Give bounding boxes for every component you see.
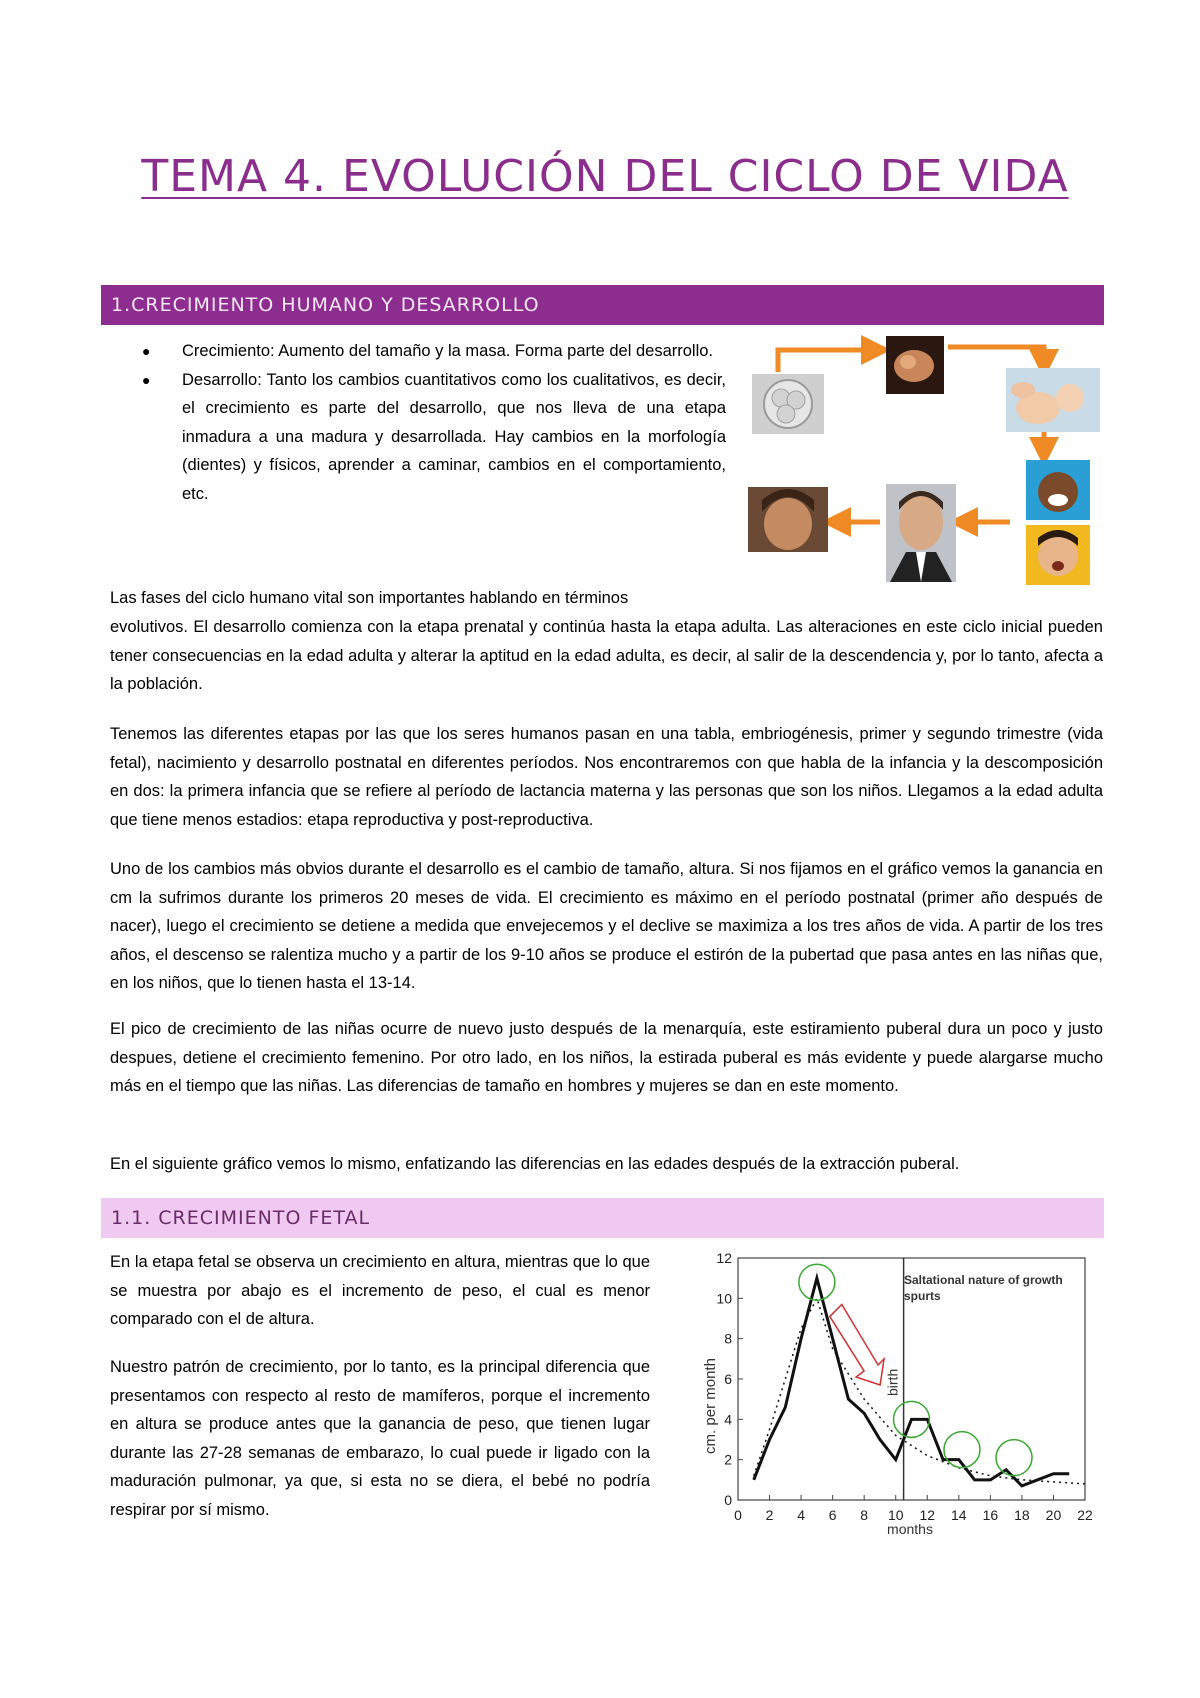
chart-x-tick-label: 8 — [860, 1507, 869, 1523]
paragraph-fases: evolutivos. El desarrollo comienza con la etapa prenatal y continúa hasta la etapa adulta. Las alteraciones en este ciclo inicial pueden tener consecuencias en la edad adulta y alterar la aptitud en la edad adulta, es decir, al salir de la descendencia y, por lo tanto, afecta a la población. — [110, 618, 1103, 693]
chart-annotation-line-2: spurts — [904, 1289, 941, 1303]
paragraph-patron-crecimiento: Nuestro patrón de crecimiento, por lo tanto, es la principal diferencia que presentamos con respecto al resto de mamíferos, porque el incremento en altura se produce antes que la ganancia de peso, que tienen lugar durante las 27-28 semanas de embarazo, lo cual puede ir ligado con la maduración pulmonar, ya que, si esta no se diera, el bebé no podría respirar por sí mismo. — [110, 1358, 650, 1519]
chart-x-tick-label: 14 — [951, 1507, 967, 1523]
section-heading-crecimiento: 1.CRECIMIENTO HUMANO Y DESARROLLO — [101, 285, 1104, 325]
chart-y-tick-label: 12 — [716, 1250, 732, 1266]
chart-y-tick-label: 4 — [724, 1411, 732, 1428]
list-item — [140, 337, 726, 366]
paragraph-grafico: En el siguiente gráfico vemos lo mismo, enfatizando las diferencias en las edades después de la extracción puberal. — [110, 1155, 960, 1173]
chart-x-tick-label: 22 — [1077, 1507, 1093, 1523]
chart-red-arrow-icon — [830, 1304, 884, 1385]
growth-chart — [690, 1246, 1110, 1536]
chart-y-tick-label: 10 — [716, 1290, 732, 1307]
chart-annotation-line-1: Saltational nature of growth — [904, 1273, 1063, 1287]
chart-x-tick-label: 16 — [982, 1507, 999, 1523]
chart-highlight-circle — [996, 1440, 1032, 1476]
chart-y-tick-label: 2 — [724, 1451, 732, 1468]
paragraph-fases-first-line: Las fases del ciclo humano vital son importantes hablando en términos — [110, 589, 629, 607]
chart-x-tick-label: 20 — [1045, 1507, 1062, 1523]
list-item — [140, 366, 726, 509]
chart-series-solid — [754, 1278, 1069, 1486]
paragraph-cambios: Uno de los cambios más obvios durante el desarrollo es el cambio de tamaño, altura. Si nos fijamos en el gráfico vemos la ganancia en cm la sufrimos durante los primeros 20 meses de vida. El crecimiento es máximo en el período postnatal (primer año después de nacer), luego el crecimiento se detiene a medida que envejecemos y el declive se maximiza a los tres años de vida. A partir de los tres años, el descenso se ralentiza mucho y a partir de los 9-10 años se produce el estirón de la pubertad que pasa antes en las niñas que, en los niños, que lo tienen hasta el 13-14. — [110, 860, 1103, 992]
elderly-woman-image — [748, 487, 828, 552]
chart-y-tick-label: 8 — [724, 1330, 732, 1347]
chart-x-tick-label: 12 — [919, 1507, 936, 1523]
bullet-text-desarrollo: Desarrollo: Tanto los cambios cuantitativos como los cualitativos, es decir, el crecimiento es parte del desarrollo, que nos lleva de una etapa inmadura a una madura y desarrollada. Hay cambios en la morfología (dientes) y físicos, aprender a caminar, cambios en el comportamiento, etc. — [182, 370, 726, 503]
embryo-cell-image — [752, 374, 824, 434]
paragraph-pico-crecimiento: El pico de crecimiento de las niñas ocurre de nuevo justo después de la menarquía, este estiramiento puberal dura un poco y justo despues, detiene el crecimiento femenino. Por otro lado, en los niños, la estirada puberal es más evidente y puede alargarse mucho más en el tiempo que las niñas. Las diferencias de tamaño en hombres y mujeres se dan en este momento. — [110, 1020, 1103, 1095]
chart-x-tick-label: 4 — [797, 1507, 805, 1523]
chart-y-tick-label: 6 — [724, 1371, 732, 1387]
chart-x-tick-label: 2 — [765, 1507, 774, 1523]
chart-y-tick-label: 0 — [724, 1492, 732, 1508]
child-girl-image — [1026, 460, 1090, 520]
bullet-text-crecimiento: Crecimiento: Aumento del tamaño y la masa. Forma parte del desarrollo. — [182, 342, 713, 360]
adult-man-image — [886, 484, 956, 582]
paragraph-etapas: Tenemos las diferentes etapas por las que los seres humanos pasan en una tabla, embriogénesis, primer y segundo trimestre (vida fetal), nacimiento y desarrollo postnatal en diferentes períodos. Nos encontraremos con que habla de la infancia y la descomposición en dos: la primera infancia que se refiere al período de lactancia materna y las personas que son los niños. Llegamos a la edad adulta que tiene menos estadios: etapa reproductiva y post-reproductiva. — [110, 725, 1103, 829]
fetus-image — [886, 336, 944, 394]
paragraph-etapa-fetal: En la etapa fetal se observa un crecimiento en altura, mientras que lo que se muestra por abajo es el incremento de peso, el cual es menor comparado con el de altura. — [110, 1253, 650, 1328]
life-cycle-illustration — [748, 332, 1100, 587]
section-heading-crecimiento-fetal: 1.1. CRECIMIENTO FETAL — [101, 1198, 1104, 1238]
chart-y-axis-label: cm. per month — [702, 1358, 719, 1454]
chart-x-tick-label: 10 — [887, 1507, 904, 1523]
page-title: TEMA 4. EVOLUCIÓN DEL CICLO DE VIDA — [141, 151, 1069, 202]
cycle-arrow-icon — [948, 347, 1044, 364]
definitions-list — [140, 337, 726, 508]
chart-x-tick-label: 6 — [828, 1507, 837, 1523]
bullet-icon: ● — [142, 343, 151, 359]
cycle-arrow-icon — [778, 350, 876, 372]
bullet-icon: ● — [142, 371, 151, 388]
chart-x-tick-label: 0 — [734, 1507, 742, 1523]
chart-x-tick-label: 18 — [1014, 1507, 1030, 1523]
chart-birth-label: birth — [884, 1368, 901, 1396]
baby-image — [1006, 368, 1100, 432]
child-boy-image — [1026, 525, 1090, 585]
chart-x-axis-label: months — [887, 1521, 933, 1536]
chart-annotation — [904, 1273, 1066, 1303]
